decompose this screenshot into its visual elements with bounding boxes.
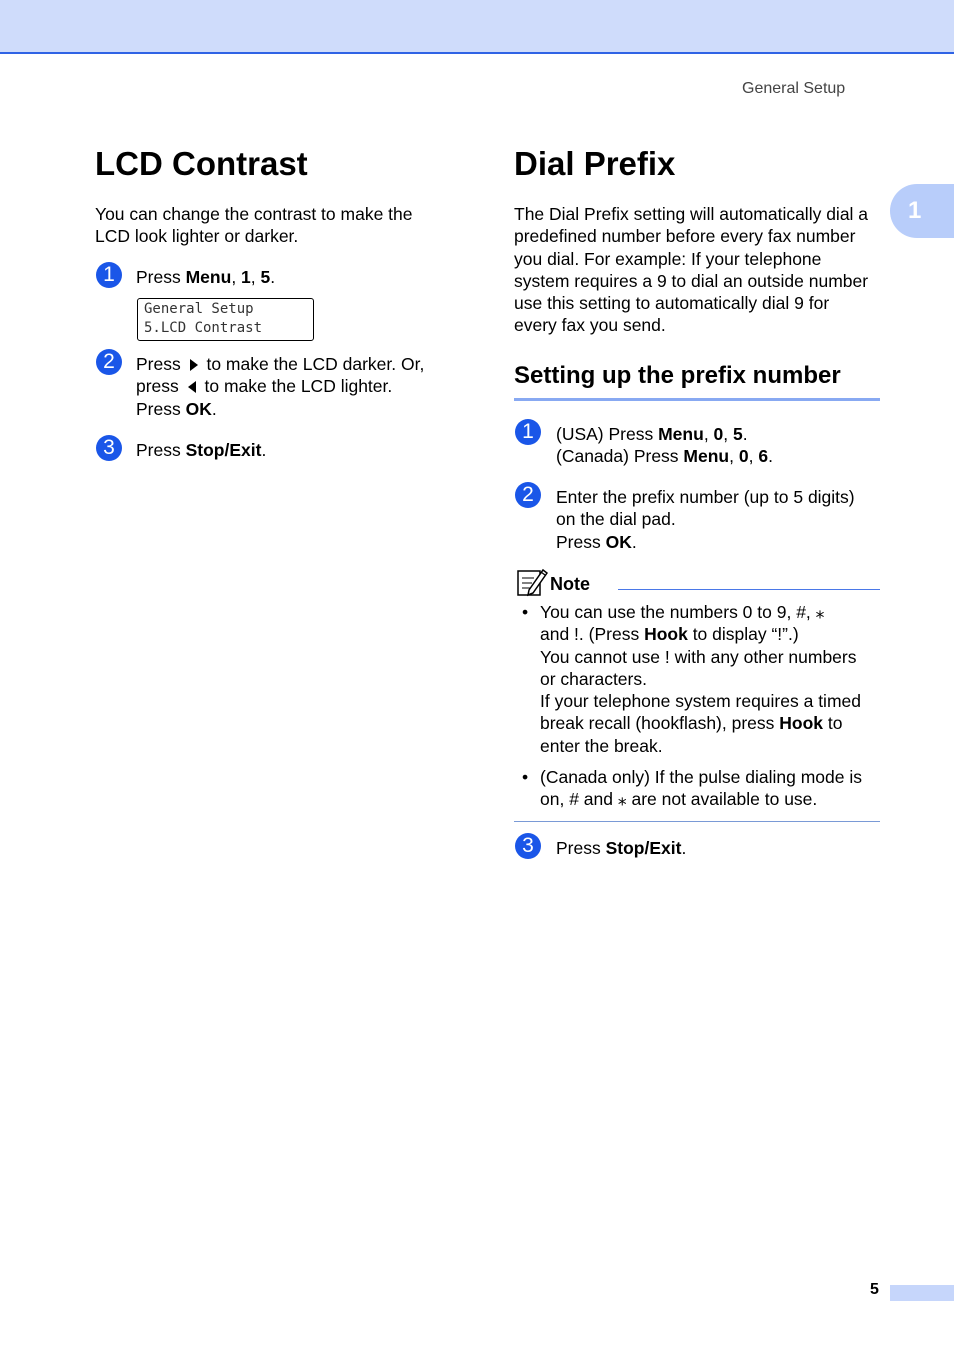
step-3-marker: 3 (515, 833, 541, 859)
lcd-step-3-text: Press Stop/Exit. (136, 440, 267, 460)
note-header (516, 566, 880, 598)
dial-prefix-title: Dial Prefix (514, 145, 676, 182)
step-2-marker: 2 (515, 482, 541, 508)
step-1-marker: 1 (515, 419, 541, 445)
chapter-number: 1 (908, 197, 922, 224)
left-arrow-icon (188, 381, 196, 393)
lcd-line-1: General Setup (144, 301, 254, 317)
right-arrow-icon (190, 359, 198, 371)
lcd-step-1-text: Press Menu, 1, 5. (136, 267, 276, 287)
lcd-contrast-title: LCD Contrast (95, 145, 308, 182)
step-2-marker: 2 (96, 349, 122, 375)
prefix-subtitle: Setting up the prefix number (514, 364, 880, 401)
bullet-icon: • (522, 767, 529, 787)
dial-prefix-intro: The Dial Prefix setting will automatically dial a predefined number before every fax number you dial. For example: If your telephone system requires a 9 to dial an outside number use this setting to automatically dial 9 for every fax you send. (514, 204, 869, 336)
header-bar (0, 0, 954, 54)
note-pencil-icon (516, 566, 548, 598)
bullet-icon: • (522, 602, 529, 622)
prefix-step-3-text: Press Stop/Exit. (556, 838, 687, 858)
note-bullet-2: (Canada only) If the pulse dialing mode is on, # and ⁎ are not available to use. (540, 767, 862, 810)
chapter-tab (890, 184, 954, 238)
lcd-step-2-text: Press to make the LCD darker. Or, press to make the LCD lighter. Press OK. (136, 354, 425, 419)
page-number: 5 (870, 1281, 879, 1298)
note-rule (618, 589, 880, 590)
lcd-line-2: 5.LCD Contrast (144, 320, 263, 336)
step-1-marker: 1 (96, 262, 122, 288)
step-3-marker: 3 (96, 435, 122, 461)
prefix-step-1-text: (USA) Press Menu, 0, 5. (Canada) Press Menu, 0, 6. (556, 424, 773, 467)
note-bullet-1: You can use the numbers 0 to 9, #, ⁎ and !. (Press Hook to display “!”.) You cannot use ! with any other numbers or characters. If your telephone system requires a timed break recall (hookflash), press Hook to enter the break. (540, 602, 861, 756)
lcd-display (137, 298, 314, 341)
note-label: Note (550, 574, 590, 594)
note-end-rule (514, 821, 880, 822)
prefix-step-2-text: Enter the prefix number (up to 5 digits) on the dial pad. Press OK. (556, 487, 855, 552)
page-number-tab (890, 1285, 954, 1301)
lcd-contrast-intro: You can change the contrast to make the LCD look lighter or darker. (95, 204, 413, 247)
running-head: General Setup (742, 80, 846, 97)
